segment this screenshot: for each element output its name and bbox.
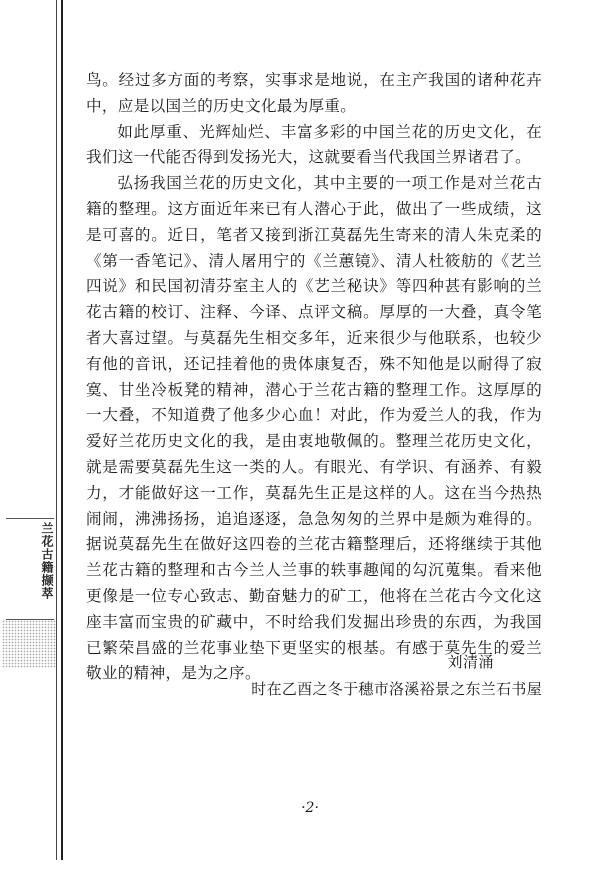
preface-body bbox=[86, 68, 542, 687]
section-tab-title: 兰花古籍撷萃 bbox=[40, 522, 54, 600]
paragraph-2: 如此厚重、光辉灿烂、丰富多彩的中国兰花的历史文化，在我们这一代能否得到发扬光大，这就要看当代我国兰界诸君了。 bbox=[86, 122, 542, 167]
margin-rule bbox=[61, 0, 63, 860]
page-number: ·2· bbox=[301, 800, 319, 816]
author-signature: 刘清涌 bbox=[447, 653, 494, 671]
margin-rule-thin bbox=[56, 0, 57, 860]
paragraph-3: 弘扬我国兰花的历史文化，其中主要的一项工作是对兰花古籍的整理。这方面近年来已有人潜心于此，做出了一些成绩，这是可喜的。近日，笔者又接到浙江莫磊先生寄来的清人朱克柔的《第一香笔记》、清人屠用宁的《兰蕙镜》、清人杜筱舫的《艺兰四说》和民国初清芬室主人的《艺兰秘诀》等四种甚有影响的兰花古籍的校订、注释、今译、点评文稿。厚厚的一大叠，真令笔者大喜过望。与莫磊先生相交多年，近来很少与他联系，也较少有他的音讯，还记挂着他的贵体康复否，殊不知他是以耐得了寂寞、甘坐冷板凳的精神，潜心于兰花古籍的整理工作。这厚厚的一大叠，不知道费了他多少心血！对此，作为爱兰人的我，作为爱好兰花历史文化的我，是由衷地敬佩的。整理兰花历史文化，就是需要莫磊先生这一类的人。有眼光、有学识、有涵养、有毅力，才能做好这一工作，莫磊先生正是这样的人。这在当今热热闹闹，沸沸扬扬，追追逐逐，急急匆匆的兰界中是颇为难得的。据说莫磊先生在做好这四卷的兰花古籍整理后，还将继续于其他兰花古籍的整理和古今兰人兰事的轶事趣闻的勾沉蒐集。看来他更像是一位专心致志、勤奋魅力的矿工，他将在兰花古今文化这座丰富而宝贵的矿藏中，不时给我们发掘出珍贵的东西，为我国已繁荣昌盛的兰花事业垫下更坚实的根基。有感于莫先生的爱兰敬业的精神，是为之序。 bbox=[86, 174, 542, 683]
stipple-pattern bbox=[2, 620, 56, 668]
paragraph-1: 鸟。经过多方面的考察，实事求是地说，在主产我国的诸种花卉中，应是以国兰的历史文化最为厚重。 bbox=[86, 71, 542, 115]
dateline: 时在乙酉之冬于穗市洛溪裕景之东兰石书屋 bbox=[251, 680, 542, 698]
